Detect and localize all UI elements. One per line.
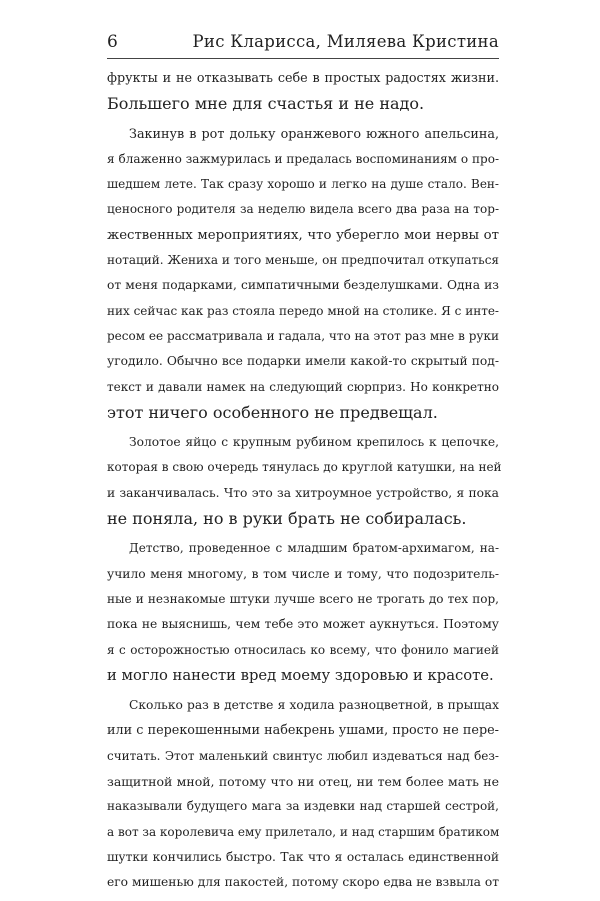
text-line: текст и давали намек на следующий сюрприз. Но конкретно [107, 379, 499, 394]
paragraph [107, 536, 499, 688]
text-line: нотаций. Жениха и того меньше, он предпочитал откупаться [107, 253, 499, 268]
paragraph [107, 430, 502, 531]
text-line: угодило. Обычно все подарки имели какой-то скрытый под- [107, 354, 499, 369]
text-line: пока не выяснишь, чем тебе это может аукнуться. Поэтому [107, 617, 499, 632]
text-line: Детство, проведенное с младшим братом-архимагом, на- [129, 541, 499, 556]
text-line: я с осторожностью относилась ко всему, что фонило магией [107, 642, 499, 657]
text-line: или с перекошенными набекрень ушами, просто не пере- [107, 723, 499, 739]
text-line: наказывали будущего мага за издевки над старшей сестрой, [107, 799, 499, 814]
text-line: я блаженно зажмурилась и предалась воспоминаниям о про- [107, 151, 499, 166]
text-line: считать. Этот маленький свинтус любил издеваться над без- [107, 748, 499, 763]
text-line: шутки кончились быстро. Так что я осталась единственной [107, 849, 499, 864]
text-line: его мишенью для пакостей, потому скоро едва не взвыла от [107, 875, 499, 890]
paragraph [107, 693, 499, 895]
text-line: этот ничего особенного не предвещал. [107, 402, 438, 422]
text-line: ресом ее рассматривала и гадала, что на этот раз мне в руки [107, 328, 499, 343]
text-line: и могло нанести вред моему здоровью и красоте. [107, 666, 494, 684]
text-line: защитной мной, потому что ни отец, ни тем более мать не [107, 774, 499, 790]
text-line: шедшем лете. Так сразу хорошо и легко на душе стало. Вен- [107, 177, 499, 192]
text-line: ценосного родителя за неделю видела всего два раза на тор- [107, 202, 499, 217]
page-number: 6 [107, 32, 119, 52]
text-line: них сейчас как раз стояла передо мной на столике. Я с инте- [107, 303, 499, 318]
text-line: Золотое яйцо с крупным рубином крепилось к цепочке, [129, 435, 499, 450]
page-header [107, 30, 499, 59]
text-line: от меня подарками, симпатичными безделушками. Одна из [107, 278, 499, 293]
text-line: не поняла, но в руки брать не собиралась. [107, 509, 467, 529]
text-line: и заканчивалась. Что это за хитроумное устройство, я пока [107, 485, 499, 500]
paragraph [107, 122, 499, 426]
text-line: фрукты и не отказывать себе в простых радостях жизни. [107, 71, 499, 86]
paragraph [107, 66, 499, 117]
text-line: а вот за королевича ему прилетало, и над старшим братиком [107, 824, 500, 839]
text-line: Большего мне для счастья и не надо. [107, 94, 425, 114]
running-head: Рис Кларисса, Миляева Кристина [192, 32, 499, 51]
text-line: Сколько раз в детстве я ходила разноцветной, в прыщах [129, 698, 499, 713]
body-text [107, 66, 502, 901]
text-line: Закинув в рот дольку оранжевого южного апельсина, [129, 126, 499, 142]
text-line: жественных мероприятиях, что уберегло мои нервы от [107, 227, 499, 243]
text-line: учило меня многому, в том числе и тому, что подозритель- [107, 566, 499, 581]
text-line: которая в свою очередь тянулась до круглой катушки, на ней [107, 460, 502, 475]
text-line: ные и незнакомые штуки лучше всего не трогать до тех пор, [107, 591, 499, 606]
